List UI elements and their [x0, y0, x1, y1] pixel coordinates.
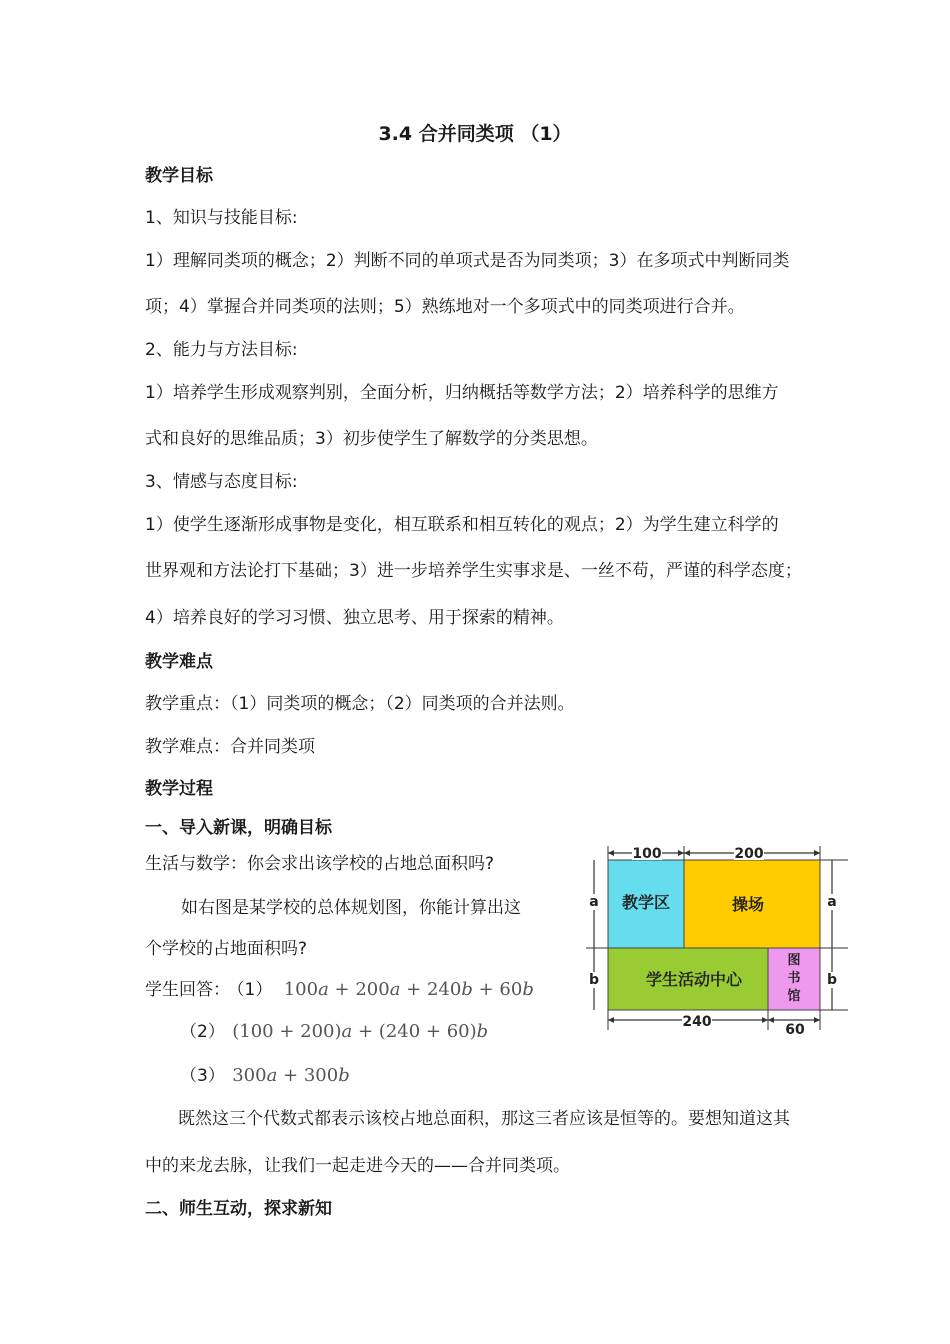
question-line-2: 个学校的占地面积吗? [145, 939, 308, 959]
key-points: 教学重点：（1）同类项的概念；（2）同类项的合并法则。 [145, 694, 575, 714]
activity-center-label: 学生活动中心 [645, 970, 743, 989]
formula-3-term: 300 [232, 1065, 267, 1086]
formula-3-var: a [266, 1065, 278, 1086]
formula-1-term: 100 [283, 979, 319, 1000]
objective-1-line-2: 项；4）掌握合并同类项的法则；5）熟练地对一个多项式中的同类项进行合并。 [145, 297, 745, 317]
objective-1-line-1: 1）理解同类项的概念；2）判断不同的单项式是否为同类项；3）在多项式中判断同类 [145, 251, 790, 271]
dim-200-label: 200 [734, 846, 764, 862]
formula-2-term: (100 + 200) [232, 1021, 342, 1042]
formula-1-term: + 200 [328, 979, 390, 1000]
answer-3-number: （3） [180, 1066, 225, 1086]
objective-2-heading: 2、能力与方法目标: [145, 340, 298, 360]
document-title: 3.4 合并同类项 （1） [378, 123, 572, 145]
library-label-char: 馆 [787, 989, 801, 1004]
formula-1 [284, 979, 534, 1000]
formula-1-var: b [461, 979, 473, 1000]
objective-3-line-3: 4）培养良好的学习习惯、独立思考、用于探索的精神。 [145, 608, 564, 628]
difficulty-heading: 教学难点 [145, 652, 213, 672]
formula-3 [232, 1065, 350, 1086]
side-a-left-label: a [589, 894, 599, 910]
formula-1-var: a [389, 979, 401, 1000]
objective-3-line-2: 世界观和方法论打下基础；3）进一步培养学生实事求是、一丝不苟，严谨的科学态度； [145, 561, 802, 581]
conclusion-line-2: 中的来龙去脉，让我们一起走进今天的——合并同类项。 [145, 1156, 570, 1176]
teaching-area-label: 教学区 [621, 893, 671, 912]
difficult-points: 教学难点：合并同类项 [145, 737, 315, 757]
answer-1-number: （1） [236, 980, 273, 1000]
side-b-left-label: b [588, 972, 600, 988]
part-1-heading: 一、导入新课，明确目标 [145, 818, 332, 838]
library-label-char: 图 [787, 953, 801, 968]
formula-2 [232, 1021, 488, 1042]
formula-3-term: + 300 [277, 1065, 339, 1086]
formula-3-var: b [338, 1065, 350, 1086]
dim-60-label: 60 [785, 1022, 805, 1038]
part-2-heading: 二、师生互动，探求新知 [145, 1199, 332, 1219]
formula-1-term: + 60 [472, 979, 523, 1000]
process-heading: 教学过程 [145, 779, 213, 799]
objective-1-heading: 1、知识与技能目标: [145, 208, 298, 228]
objective-3-heading: 3、情感与态度目标: [145, 472, 298, 492]
formula-2-term: + (240 + 60) [352, 1021, 477, 1042]
answer-label-text: 学生回答： [145, 980, 230, 1000]
formula-1-var: a [318, 979, 329, 1000]
question-line-1: 如右图是某学校的总体规划图，你能计算出这 [181, 898, 521, 918]
life-math-question: 生活与数学：你会求出该学校的占地总面积吗? [145, 854, 495, 874]
playground-label: 操场 [731, 895, 765, 914]
answer-2-number: （2） [180, 1022, 225, 1042]
side-a-right-label: a [827, 894, 837, 910]
dim-240-label: 240 [682, 1014, 712, 1030]
formula-1-term: + 240 [400, 979, 462, 1000]
formula-2-var: a [341, 1021, 353, 1042]
objectives-heading: 教学目标 [145, 166, 213, 186]
formula-1-var: b [522, 979, 534, 1000]
answer-3 [180, 1064, 350, 1088]
objective-2-line-1: 1）培养学生形成观察判别，全面分析，归纳概括等数学方法；2）培养科学的思维方 [145, 383, 779, 403]
library-label-char: 书 [787, 971, 801, 986]
school-plan-figure [580, 838, 855, 1048]
objective-2-line-2: 式和良好的思维品质；3）初步使学生了解数学的分类思想。 [145, 429, 598, 449]
answer-2 [180, 1020, 488, 1044]
conclusion-line-1: 既然这三个代数式都表示该校占地总面积，那这三者应该是恒等的。要想知道这其 [178, 1109, 790, 1129]
dim-100-label: 100 [632, 846, 662, 862]
answer-label [145, 978, 534, 1002]
formula-2-var: b [476, 1021, 489, 1042]
side-b-right-label: b [826, 972, 838, 988]
objective-3-line-1: 1）使学生逐渐形成事物是变化，相互联系和相互转化的观点；2）为学生建立科学的 [145, 515, 779, 535]
